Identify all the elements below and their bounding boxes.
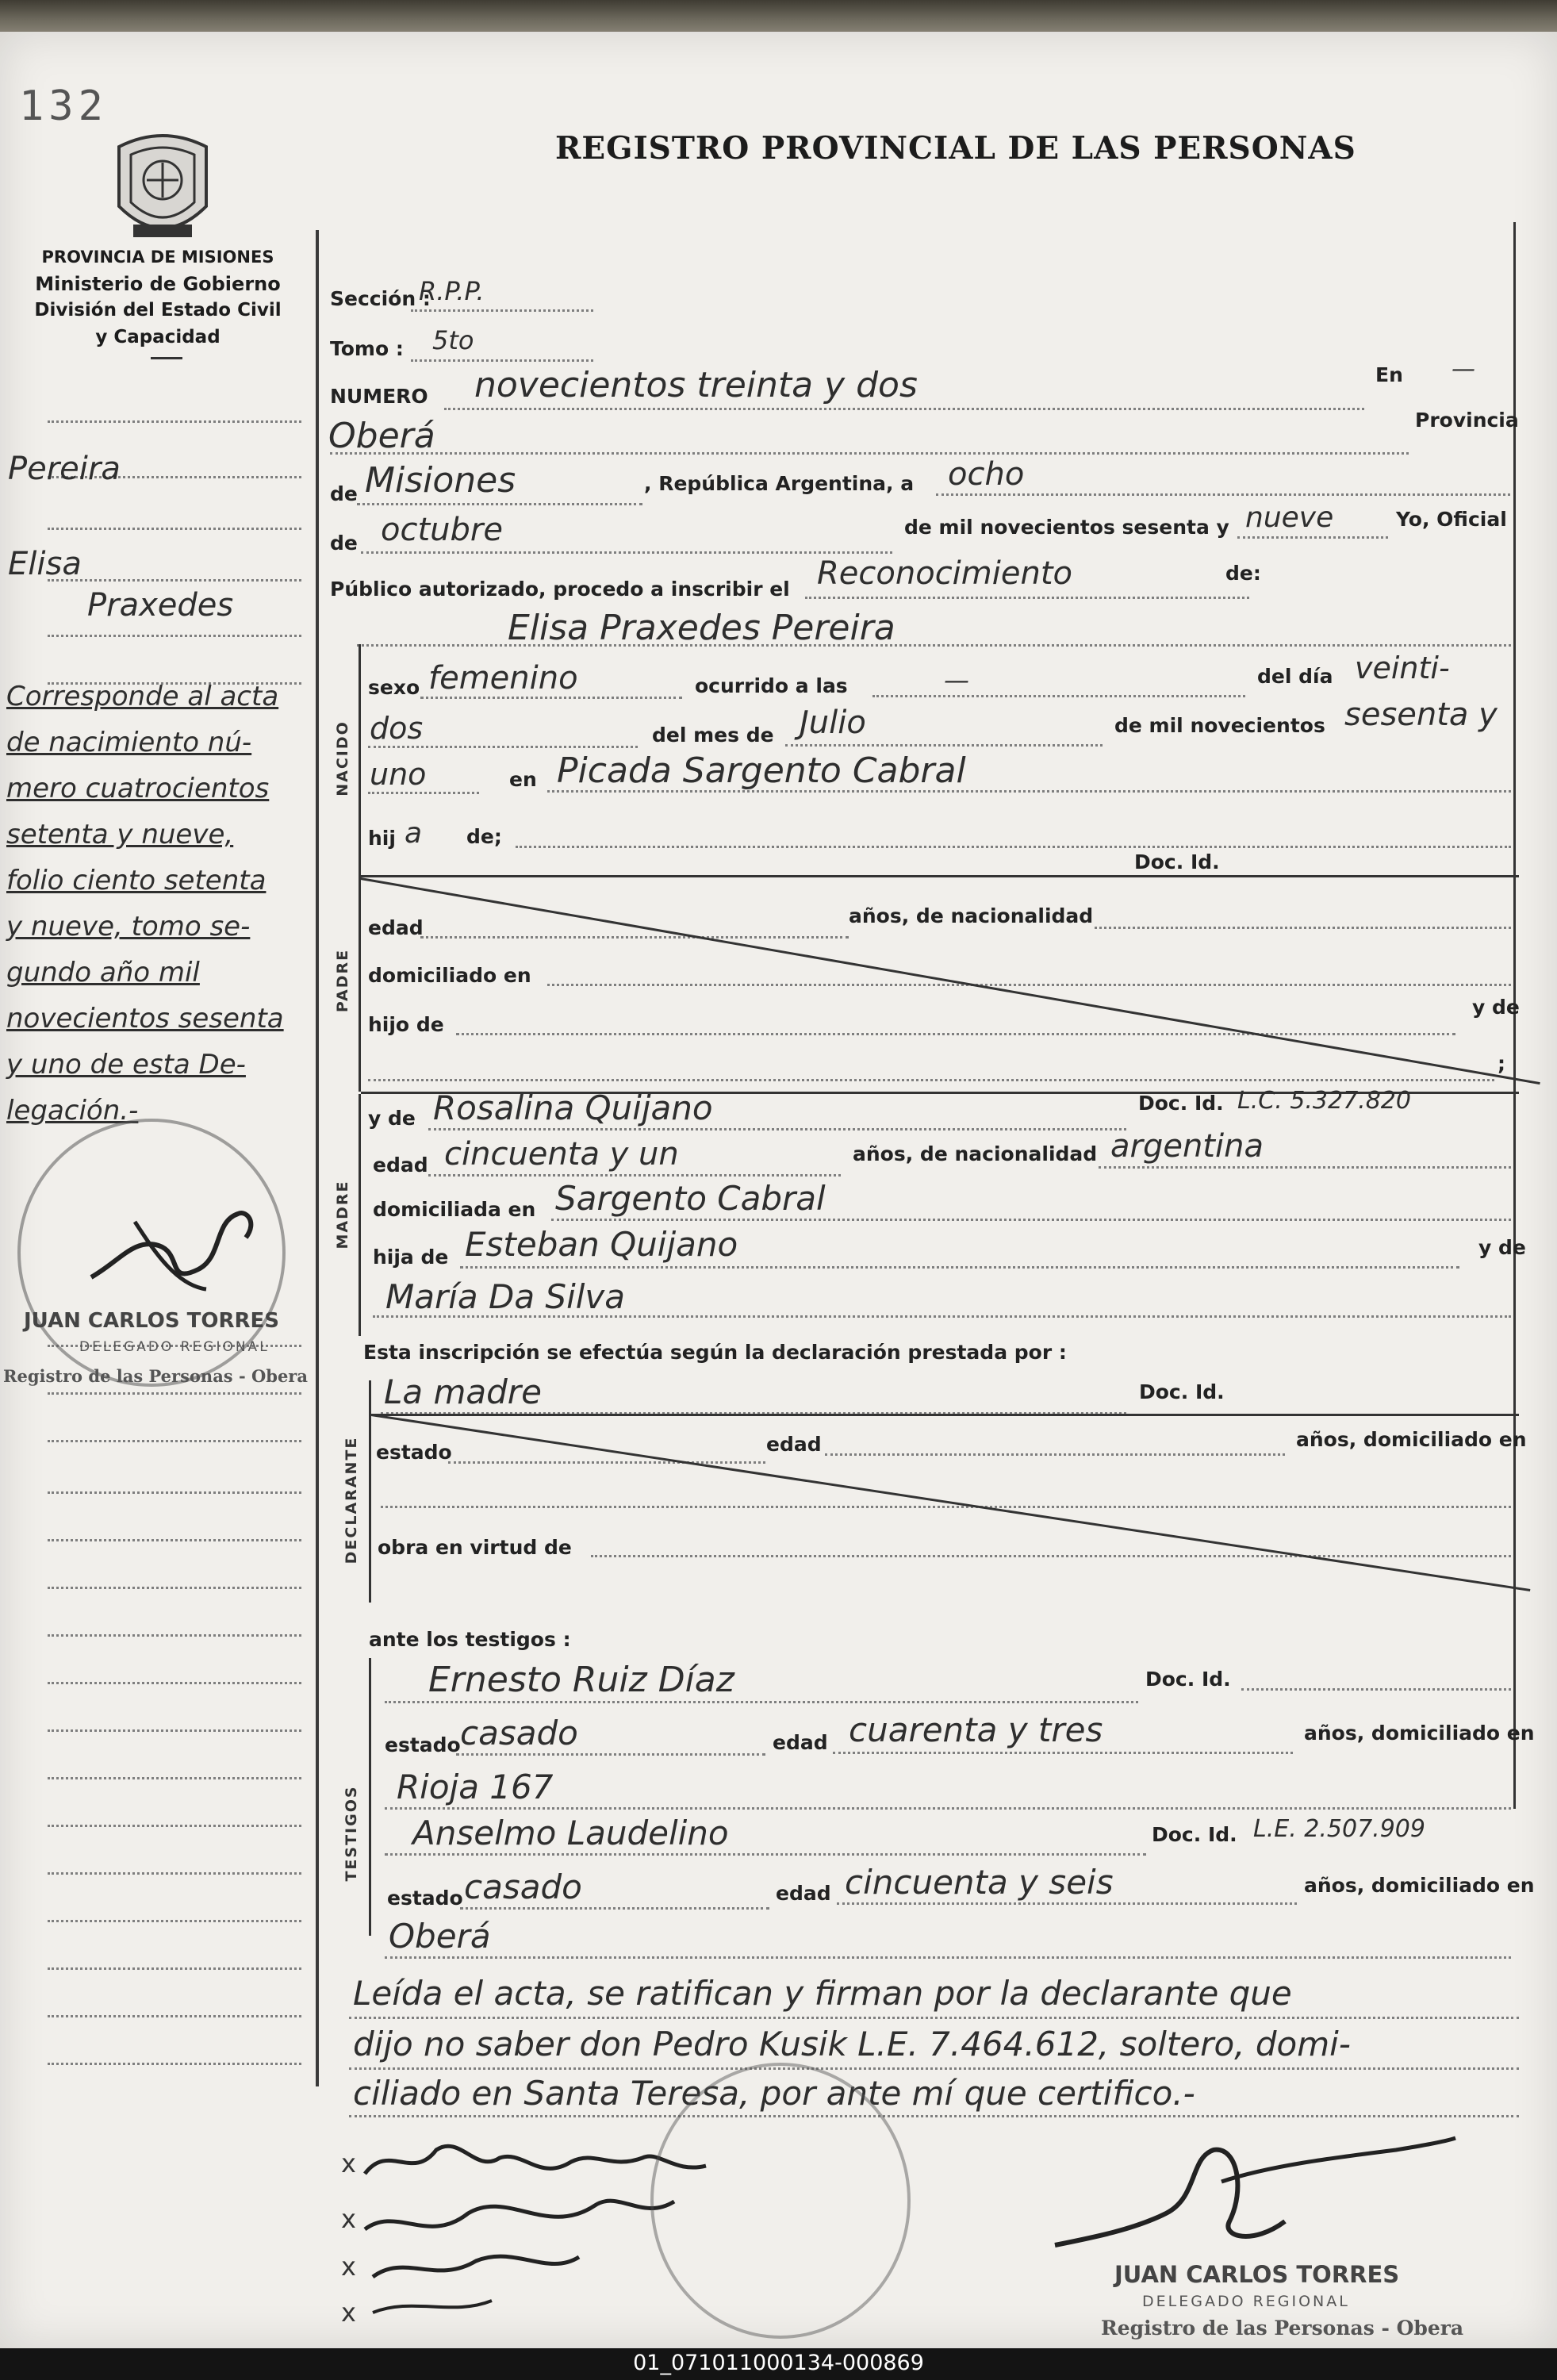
localidad-value: Oberá bbox=[328, 416, 435, 456]
dia-nac-label: del día bbox=[1257, 665, 1333, 688]
t1-estado-rule bbox=[456, 1753, 765, 1756]
madre-section-line bbox=[359, 1094, 361, 1336]
declarante-edad-label: edad bbox=[766, 1433, 822, 1456]
oficial-label: Yo, Oficial bbox=[1396, 508, 1507, 531]
madre-domicilio-value: Sargento Cabral bbox=[555, 1179, 826, 1218]
declaracion-label: Esta inscripción se efectúa según la declaración prestada por : bbox=[363, 1341, 1067, 1364]
declarante-domicilio-label: años, domiciliado en bbox=[1296, 1428, 1527, 1451]
margin-note-line: Corresponde al acta bbox=[6, 681, 279, 712]
padre-dom-rule bbox=[547, 984, 1511, 986]
official-signature bbox=[1047, 2126, 1459, 2272]
declarante-section-label: DECLARANTE bbox=[343, 1436, 360, 1564]
cierre-rule bbox=[349, 2017, 1519, 2019]
province-label: PROVINCIA DE MISIONES bbox=[41, 248, 274, 267]
padre-edad-rule bbox=[420, 936, 849, 939]
t1-domicilio-rule bbox=[385, 1807, 1511, 1810]
margin-rule bbox=[48, 1491, 301, 1494]
svg-text:x: x bbox=[341, 2148, 356, 2178]
official-seal bbox=[650, 2063, 911, 2339]
margin-rule bbox=[48, 528, 301, 530]
padre-hijo-rule bbox=[456, 1033, 1455, 1035]
declarante-estado-rule bbox=[448, 1461, 765, 1464]
hij-rule bbox=[516, 846, 1511, 848]
margin-note-line: mero cuatrocientos bbox=[6, 773, 270, 804]
official-stamp-office: Registro de las Personas - Obera bbox=[1101, 2317, 1464, 2340]
provincia-rule bbox=[357, 503, 642, 505]
seccion-value: R.P.P. bbox=[419, 276, 485, 306]
t1-domicilio-value: Rioja 167 bbox=[397, 1768, 554, 1806]
margin-rule bbox=[48, 1920, 301, 1922]
padre-yde-rule bbox=[368, 1079, 1494, 1081]
margin-note-line: legación.- bbox=[6, 1095, 139, 1127]
localidad-rule bbox=[330, 452, 1409, 455]
ocurrido-rule bbox=[872, 695, 1245, 697]
t1-nombre-rule bbox=[385, 1701, 1138, 1703]
testigos-section-line bbox=[369, 1658, 371, 1936]
mes-value: octubre bbox=[381, 512, 503, 548]
t2-domicilio-label: años, domiciliado en bbox=[1304, 1874, 1535, 1897]
hij-label: hij bbox=[368, 827, 396, 850]
padre-nacionalidad-label: años, de nacionalidad bbox=[849, 904, 1094, 927]
margin-note-line: folio ciento setenta bbox=[6, 865, 267, 896]
republica-label: , República Argentina, a bbox=[644, 472, 915, 495]
dia-nac-value-2: dos bbox=[370, 711, 424, 746]
lugar-en-label: en bbox=[509, 768, 537, 791]
padre-nac-rule bbox=[1095, 927, 1511, 929]
acto-value: Reconocimiento bbox=[817, 555, 1072, 592]
t1-nombre-value: Ernesto Ruiz Díaz bbox=[428, 1660, 734, 1700]
madre-yde-label: y de bbox=[368, 1107, 416, 1130]
publico-label: Público autorizado, procedo a inscribir el bbox=[330, 578, 790, 601]
seccion-label: Sección : bbox=[330, 287, 431, 310]
padre-edad-label: edad bbox=[368, 916, 424, 939]
padre-domiciliado-label: domiciliado en bbox=[368, 964, 531, 987]
madre-nombre-rule bbox=[428, 1128, 1126, 1130]
provincia-value: Misiones bbox=[365, 460, 516, 501]
madre-doc-label: Doc. Id. bbox=[1138, 1092, 1224, 1115]
svg-text:x: x bbox=[341, 2251, 356, 2282]
tomo-rule bbox=[411, 359, 593, 362]
margin-divider bbox=[316, 230, 319, 2086]
madre-yde2-label: y de bbox=[1478, 1236, 1526, 1259]
ocurrido-label: ocurrido a las bbox=[695, 674, 848, 697]
en-label: En bbox=[1375, 363, 1403, 386]
nacido-bottom-rule bbox=[361, 875, 1519, 877]
declarante-estado-label: estado bbox=[376, 1441, 452, 1464]
nacido-section-label: NACIDO bbox=[334, 720, 351, 797]
cierre-line: ciliado en Santa Teresa, por ante mí que certifico.- bbox=[353, 2074, 1195, 2113]
margin-rule bbox=[48, 1392, 301, 1395]
numero-label: NUMERO bbox=[330, 385, 428, 408]
padre-semicolon: ; bbox=[1498, 1052, 1505, 1075]
svg-text:x: x bbox=[341, 2297, 356, 2328]
t2-domicilio-rule bbox=[385, 1956, 1511, 1959]
declarante-nombre-value: La madre bbox=[384, 1372, 542, 1411]
t2-edad-label: edad bbox=[776, 1882, 831, 1905]
page-number: 132 bbox=[19, 83, 108, 130]
margin-rule bbox=[48, 1682, 301, 1684]
acto-rule bbox=[805, 597, 1249, 599]
mes-nac-label: del mes de bbox=[652, 724, 774, 747]
madre-nombre-value: Rosalina Quijano bbox=[433, 1088, 713, 1127]
cierre-rule bbox=[349, 2067, 1519, 2070]
inscripto-nombre: Elisa Praxedes Pereira bbox=[508, 608, 895, 648]
declarante-dom-rule bbox=[381, 1506, 1511, 1508]
madre-nac-rule bbox=[1099, 1166, 1511, 1169]
t2-nombre-value: Anselmo Laudelino bbox=[412, 1814, 729, 1852]
numero-value: novecientos treinta y dos bbox=[474, 365, 918, 405]
t2-nombre-rule bbox=[385, 1853, 1146, 1856]
margin-rule bbox=[48, 1872, 301, 1875]
hij-value: a bbox=[405, 817, 423, 850]
header-underline bbox=[151, 357, 182, 359]
de-colon-label: de: bbox=[1225, 562, 1261, 585]
tomo-label: Tomo : bbox=[330, 337, 404, 360]
anio-nac-value: sesenta y bbox=[1344, 697, 1498, 733]
madre-nacionalidad-value: argentina bbox=[1110, 1128, 1264, 1165]
madre-edad-rule bbox=[428, 1174, 841, 1177]
t1-estado-label: estado bbox=[385, 1733, 461, 1756]
margin-rule bbox=[48, 579, 301, 582]
dia-rule bbox=[936, 493, 1510, 496]
t2-doc-label: Doc. Id. bbox=[1152, 1823, 1237, 1846]
madre-domiciliada-label: domiciliada en bbox=[373, 1198, 536, 1221]
margin-rule bbox=[48, 1729, 301, 1732]
mes-nac-rule bbox=[785, 744, 1103, 747]
t2-edad-value: cincuenta y seis bbox=[845, 1863, 1114, 1902]
tomo-value: 5to bbox=[432, 325, 474, 355]
cierre-line: dijo no saber don Pedro Kusik L.E. 7.464.612, soltero, domi- bbox=[353, 2025, 1351, 2063]
dia-nac-value: veinti- bbox=[1355, 651, 1450, 685]
anio-rule bbox=[1237, 536, 1388, 539]
padre-hijo-label: hijo de bbox=[368, 1013, 444, 1036]
margin-rule bbox=[48, 2015, 301, 2017]
de2-label: de bbox=[330, 532, 358, 555]
t2-estado-value: casado bbox=[464, 1868, 582, 1906]
nacido-doc-label: Doc. Id. bbox=[1134, 850, 1220, 873]
civil-registry-page bbox=[0, 32, 1557, 2348]
seccion-rule bbox=[411, 309, 593, 312]
declarante-top-rule bbox=[369, 1414, 1519, 1416]
margin-surname: Pereira bbox=[8, 451, 121, 487]
cierre-line: Leída el acta, se ratifican y firman por la declarante que bbox=[353, 1974, 1292, 2013]
t2-estado-rule bbox=[460, 1907, 769, 1910]
ministry-label: Ministerio de Gobierno bbox=[35, 273, 281, 295]
margin-note-line: setenta y nueve, bbox=[6, 819, 234, 850]
nacido-section-line bbox=[359, 644, 361, 882]
ocurrido-value: — bbox=[944, 665, 969, 695]
margin-rule bbox=[48, 420, 301, 423]
madre-doc-value: L.C. 5.327.820 bbox=[1237, 1087, 1411, 1115]
margin-rule bbox=[48, 1825, 301, 1827]
t2-domicilio-value: Oberá bbox=[389, 1917, 491, 1956]
t1-edad-value: cuarenta y tres bbox=[849, 1710, 1103, 1749]
declarante-doc-label: Doc. Id. bbox=[1139, 1380, 1225, 1403]
en-value: — bbox=[1452, 355, 1475, 383]
margin-note-line: y nueve, tomo se- bbox=[6, 911, 251, 942]
margin-stamp-office: Registro de las Personas - Obera bbox=[3, 1366, 308, 1386]
mes-nac-value: Julio bbox=[800, 704, 866, 741]
t2-edad-rule bbox=[837, 1902, 1297, 1905]
capacidad-label: y Capacidad bbox=[95, 327, 221, 347]
margin-given-name-1: Elisa bbox=[8, 546, 82, 582]
margin-given-name-2: Praxedes bbox=[87, 587, 234, 624]
t2-doc-value: L.E. 2.507.909 bbox=[1253, 1815, 1425, 1843]
anio-nac-value-2: uno bbox=[370, 757, 427, 792]
t1-domicilio-label: años, domiciliado en bbox=[1304, 1722, 1535, 1745]
madre-dom-rule bbox=[551, 1219, 1511, 1221]
document-title: REGISTRO PROVINCIAL DE LAS PERSONAS bbox=[555, 130, 1356, 167]
anio-nac-rule bbox=[368, 792, 479, 794]
division-label: División del Estado Civil bbox=[34, 300, 282, 321]
margin-note-line: de nacimiento nú- bbox=[6, 727, 252, 758]
margin-note-line: novecientos sesenta bbox=[6, 1003, 284, 1035]
margin-rule bbox=[48, 1634, 301, 1637]
sexo-label: sexo bbox=[368, 676, 420, 699]
t1-doc-rule bbox=[1241, 1688, 1511, 1691]
margin-note-line: gundo año mil bbox=[6, 957, 200, 988]
margin-rule bbox=[48, 1539, 301, 1541]
margin-note-line: y uno de esta De- bbox=[6, 1049, 246, 1081]
anio-value: nueve bbox=[1245, 501, 1334, 534]
coat-of-arms-icon bbox=[111, 131, 214, 253]
dia-nac-rule bbox=[368, 746, 638, 748]
madre-madre-value: María Da Silva bbox=[385, 1277, 626, 1316]
mes-rule bbox=[361, 551, 892, 554]
margin-rule bbox=[48, 1967, 301, 1970]
madre-nacionalidad-label: años, de nacionalidad bbox=[853, 1142, 1098, 1165]
margin-stamp-name: JUAN CARLOS TORRES bbox=[24, 1309, 280, 1333]
anio-label: de mil novecientos sesenta y bbox=[904, 516, 1229, 539]
padre-section-line bbox=[359, 877, 361, 1092]
dia-value: ocho bbox=[948, 456, 1025, 493]
t1-estado-value: casado bbox=[460, 1714, 578, 1752]
declarante-obra-rule bbox=[591, 1555, 1511, 1557]
margin-rule bbox=[48, 2063, 301, 2065]
book-cover-edge bbox=[0, 0, 1557, 35]
sexo-value: femenino bbox=[428, 660, 578, 697]
madre-edad-label: edad bbox=[373, 1154, 428, 1177]
cierre-rule bbox=[349, 2115, 1519, 2117]
t1-edad-rule bbox=[833, 1752, 1293, 1754]
margin-rule bbox=[48, 1777, 301, 1779]
margin-rule bbox=[48, 1587, 301, 1589]
official-stamp-role: DELEGADO REGIONAL bbox=[1142, 2293, 1350, 2310]
de-label: de bbox=[330, 482, 358, 505]
margin-stamp-role: DELEGADO REGIONAL bbox=[79, 1339, 270, 1355]
margin-signature bbox=[87, 1190, 262, 1304]
lugar-value: Picada Sargento Cabral bbox=[557, 750, 966, 791]
testigos-section-label: TESTIGOS bbox=[343, 1785, 360, 1882]
madre-hija-rule bbox=[460, 1266, 1459, 1269]
madre-edad-value: cincuenta y un bbox=[444, 1136, 679, 1173]
declarante-obra-label: obra en virtud de bbox=[378, 1536, 572, 1559]
margin-rule bbox=[48, 635, 301, 637]
t1-doc-label: Doc. Id. bbox=[1145, 1668, 1231, 1691]
numero-rule bbox=[444, 408, 1364, 410]
madre-padre-value: Esteban Quijano bbox=[465, 1225, 738, 1264]
anio-nac-label: de mil novecientos bbox=[1114, 714, 1325, 737]
t1-edad-label: edad bbox=[773, 1731, 828, 1754]
madre-hija-label: hija de bbox=[373, 1246, 449, 1269]
official-stamp-name: JUAN CARLOS TORRES bbox=[1114, 2261, 1400, 2288]
declarante-edad-rule bbox=[825, 1453, 1285, 1456]
sexo-rule bbox=[420, 697, 682, 699]
padre-section-label: PADRE bbox=[334, 948, 351, 1013]
svg-text:x: x bbox=[341, 2204, 356, 2234]
padre-yde-label: y de bbox=[1472, 996, 1520, 1019]
provincia-label: Provincia bbox=[1415, 409, 1519, 432]
image-caption: 01_071011000134-000869 bbox=[633, 2351, 924, 2375]
margin-rule bbox=[48, 1440, 301, 1442]
hij-de-label: de; bbox=[466, 825, 502, 848]
t2-estado-label: estado bbox=[387, 1887, 463, 1910]
madre-section-label: MADRE bbox=[334, 1180, 351, 1250]
testigos-ante-label: ante los testigos : bbox=[369, 1628, 571, 1651]
